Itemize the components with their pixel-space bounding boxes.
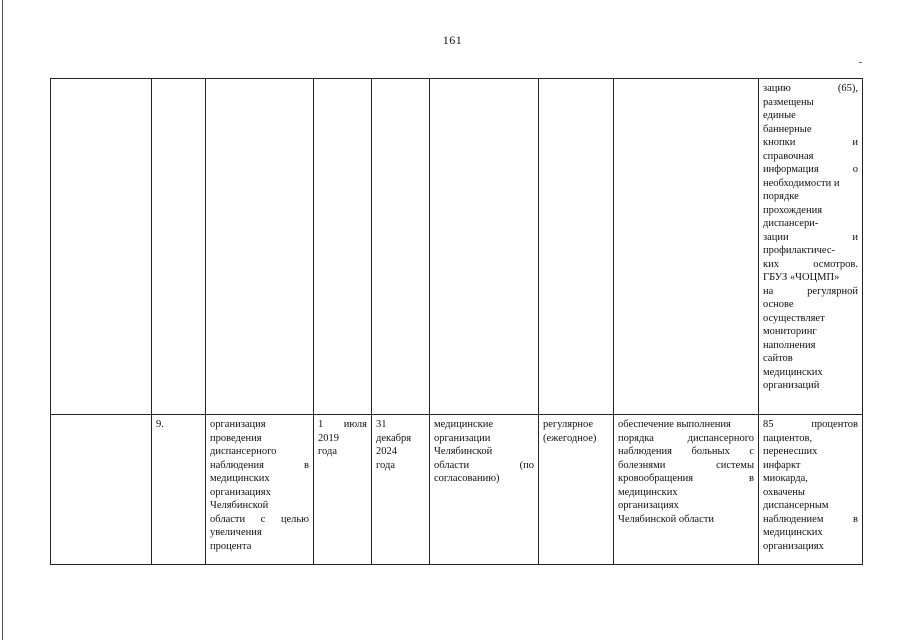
text-line: необходимости и: [763, 177, 840, 189]
text-line: зацию (65),: [763, 83, 858, 94]
text-line: информация о: [763, 164, 858, 175]
cell-empty-executor: [430, 79, 539, 415]
text-line: наблюдения больных с: [618, 446, 754, 457]
margin-mark: [859, 62, 862, 63]
text-line: 1 июля: [318, 419, 367, 430]
text-line: перенесших: [763, 446, 818, 457]
text-line: процента: [210, 540, 252, 552]
text-line: ГБУЗ «ЧОЦМП»: [763, 272, 840, 283]
activity-text: [210, 418, 309, 553]
activities-table: [50, 78, 863, 565]
cell-empty-col1: [51, 79, 152, 415]
text-line: наблюдением в: [763, 513, 858, 525]
text-line: медицинских: [763, 366, 823, 378]
text-line: зации и: [763, 231, 858, 243]
text-line: кнопки и: [763, 137, 858, 148]
text-line: организациях: [618, 500, 679, 511]
cell-empty-start: [314, 79, 372, 415]
text-line: обеспечение выполнения: [618, 419, 731, 430]
text-line: охвачены: [763, 486, 805, 498]
text-line: Челябинской: [210, 500, 269, 511]
text-line: Челябинской: [434, 446, 493, 457]
text-line: болезнями системы: [618, 459, 754, 471]
text-line: медицинских: [210, 473, 270, 484]
text-line: диспансерным: [763, 500, 829, 511]
page-number: 161: [442, 33, 463, 47]
text-line: прохождения: [763, 204, 823, 216]
text-line: организации: [434, 432, 491, 444]
text-line: кровообращения в: [618, 473, 754, 484]
table-row-continuation: [51, 79, 863, 415]
cell-empty-end: [372, 79, 430, 415]
text-line: 85 процентов: [763, 419, 858, 430]
text-line: медицинских: [763, 527, 823, 538]
cell-empty-activity: [206, 79, 314, 415]
text-line: диспансери-: [763, 218, 819, 229]
text-line: сайтов: [763, 353, 793, 364]
expected-result-text: [618, 418, 754, 526]
cell-row-number: [152, 415, 206, 565]
cell-executor: [430, 415, 539, 565]
text-line: медицинские: [434, 419, 494, 430]
text-line: года: [376, 459, 395, 471]
text-line: 31: [376, 419, 387, 430]
text-line: справочная: [763, 150, 814, 162]
text-line: проведения: [210, 432, 262, 444]
text-line: области (по: [434, 459, 534, 471]
text-line: миокарда,: [763, 473, 808, 484]
text-line: наблюдения в: [210, 459, 309, 471]
cell-start-date: [314, 415, 372, 565]
row-number: 9.: [156, 419, 164, 430]
text-line: 2024: [376, 446, 397, 457]
text-line: баннерные: [763, 123, 812, 135]
text-line: области с целью: [210, 513, 309, 525]
cell-expected-result: [614, 415, 759, 565]
text-line: мониторинг: [763, 326, 817, 337]
indicator-result-text: [763, 418, 858, 553]
executor-text: [434, 418, 534, 486]
page-edge-line: [2, 0, 3, 640]
cell-end-date: [372, 415, 430, 565]
text-line: медицинских: [618, 486, 678, 498]
result-continuation-text: [763, 82, 858, 393]
text-line: организаций: [763, 380, 820, 391]
cell-indicator-result: [759, 415, 863, 565]
text-line: увеличения: [210, 527, 262, 538]
text-line: Челябинской области: [618, 513, 714, 525]
text-line: декабря: [376, 432, 412, 444]
text-line: 2019: [318, 432, 339, 444]
text-line: организациях: [763, 540, 824, 552]
text-line: диспансерного: [210, 446, 277, 457]
text-line: порядке: [763, 191, 799, 202]
text-line: основе: [763, 299, 794, 310]
text-line: ких осмотров.: [763, 258, 858, 270]
table-row-9: [51, 415, 863, 565]
text-line: организациях: [210, 486, 271, 498]
text-line: года: [318, 446, 337, 457]
text-line: профилактичес-: [763, 245, 835, 256]
text-line: регулярное: [543, 419, 593, 430]
cell-empty-number: [152, 79, 206, 415]
text-line: единые: [763, 110, 796, 121]
cell-empty-frequency: [539, 79, 614, 415]
cell-result-continuation: [759, 79, 863, 415]
text-line: организация: [210, 419, 266, 430]
cell-empty-expected: [614, 79, 759, 415]
end-date-text: [376, 418, 425, 472]
cell-activity: [206, 415, 314, 565]
text-line: размещены: [763, 96, 814, 108]
cell-empty-col1-row9: [51, 415, 152, 565]
start-date-text: [318, 418, 367, 459]
text-line: порядка диспансерного: [618, 432, 754, 444]
text-line: пациентов,: [763, 432, 813, 444]
frequency-text: [543, 418, 609, 445]
text-line: инфаркт: [763, 459, 801, 471]
text-line: (ежегодное): [543, 432, 597, 444]
text-line: на регулярной: [763, 285, 858, 297]
cell-frequency: [539, 415, 614, 565]
text-line: осуществляет: [763, 312, 825, 324]
text-line: наполнения: [763, 339, 816, 351]
text-line: согласованию): [434, 473, 500, 484]
